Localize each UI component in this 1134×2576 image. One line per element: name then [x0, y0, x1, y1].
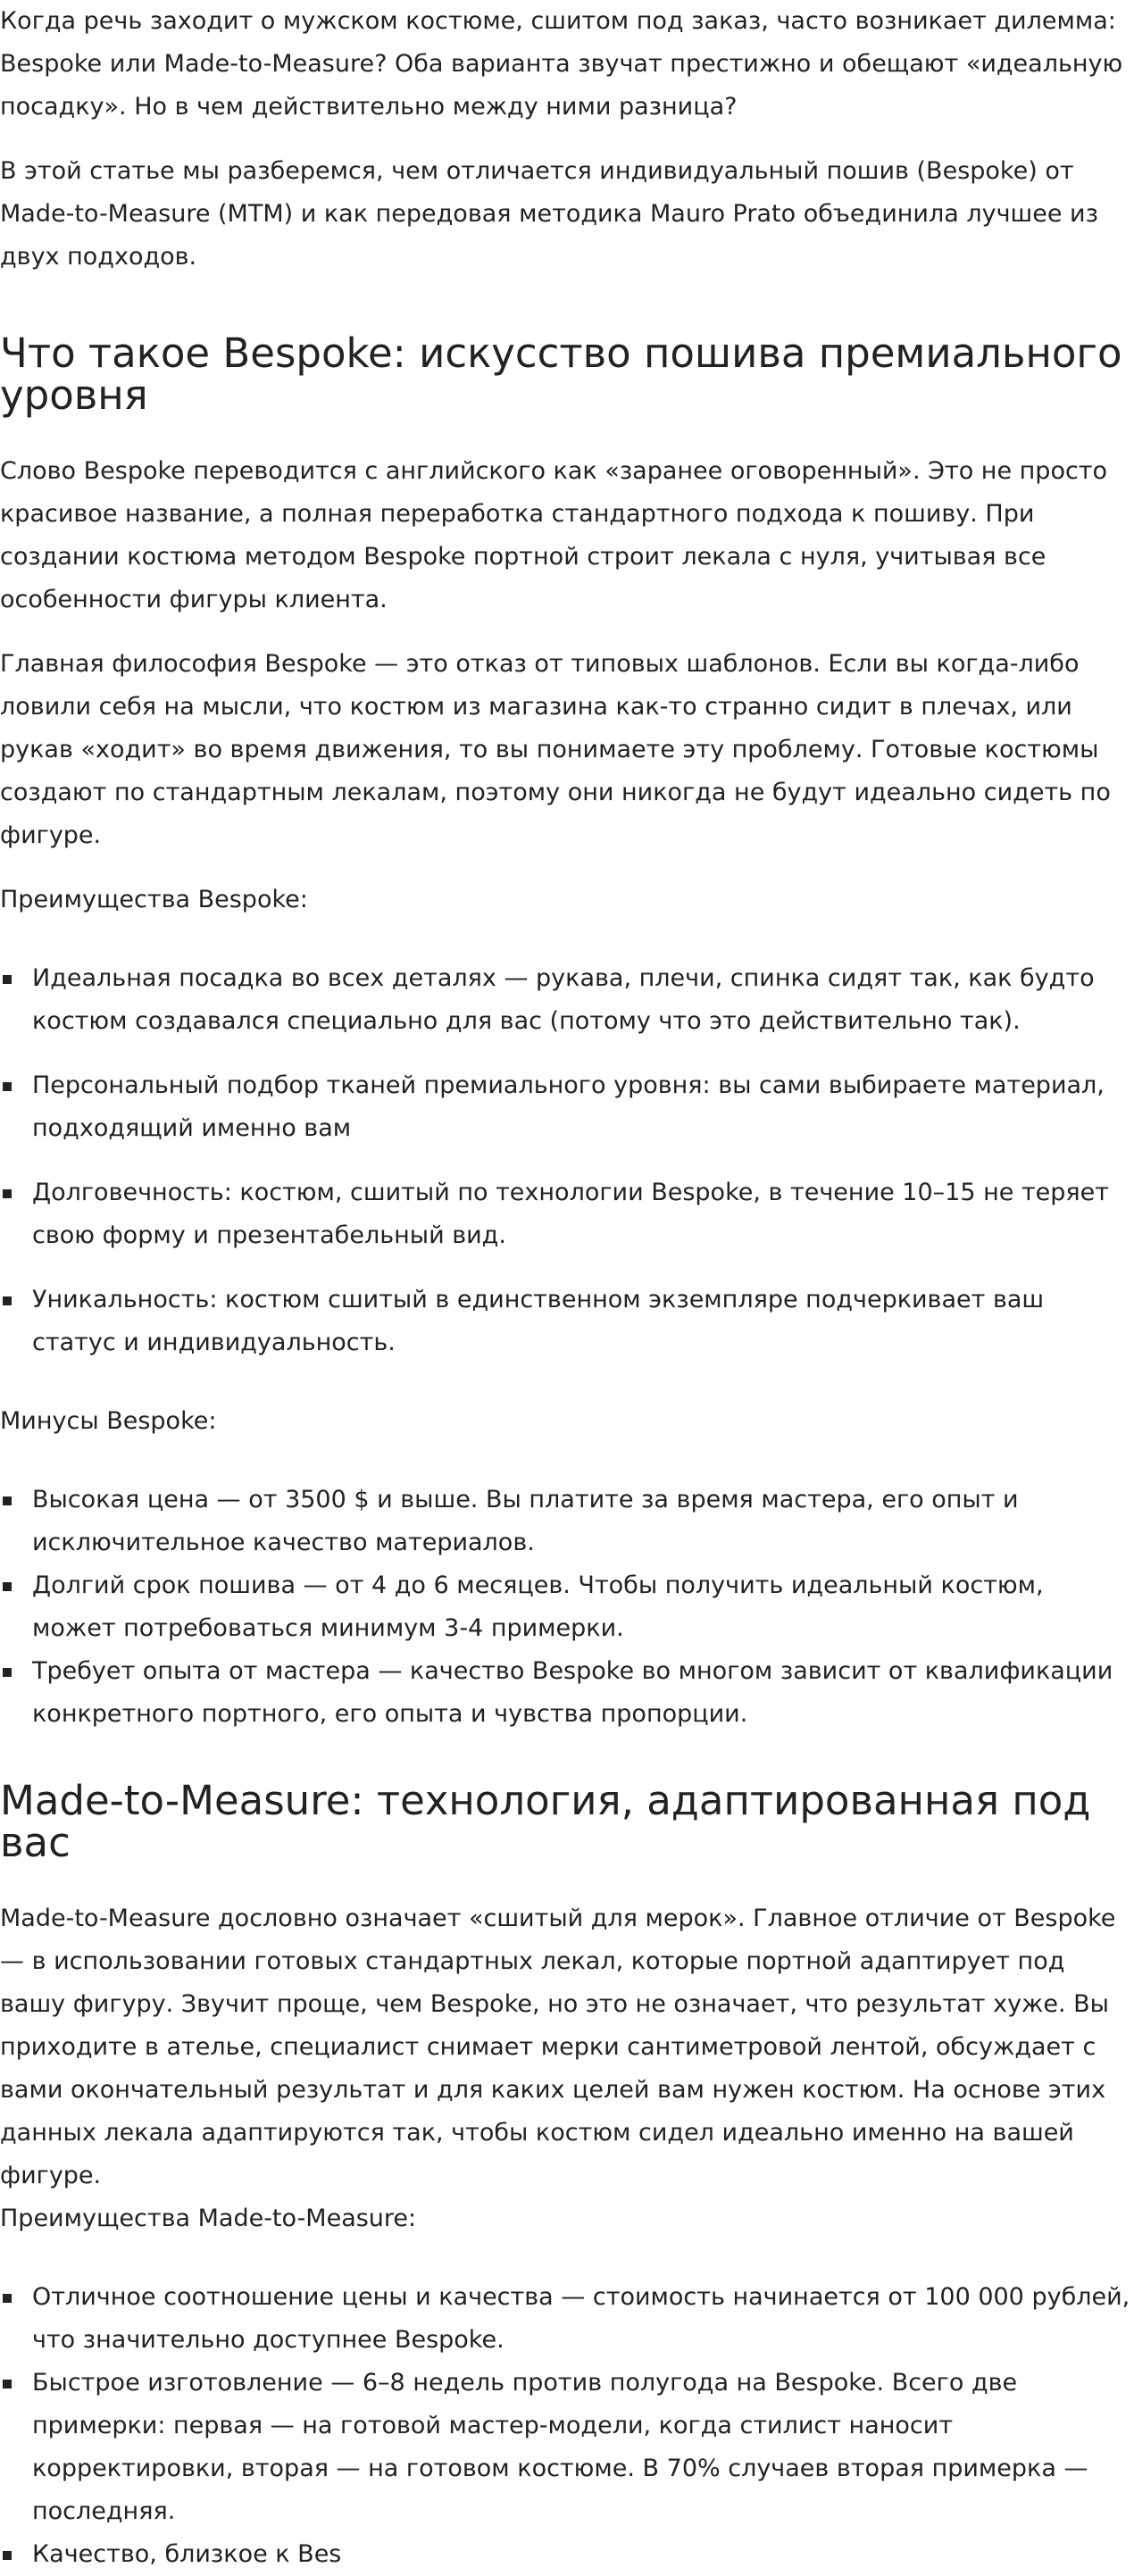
list-item	[0, 2276, 1134, 2362]
list-item	[0, 1279, 1134, 1364]
mtm-heading: Made-to-Measure: технология, адаптированная под вас	[0, 1777, 1091, 1866]
intro-paragraph: В этой статье мы разберемся, чем отличается индивидуальный пошив (Bespoke) от Made-to-Measure (MTM) и как передовая методика Mauro Prato объединила лучшее из двух подходов.	[0, 157, 1098, 271]
bespoke-paragraph: Главная философия Bespoke — это отказ от типовых шаблонов. Если вы когда-либо ловили себя на мысли, что костюм из магазина как-то странно сидит в плечах, или рукав «ходит» во время движения, то вы понимаете эту проблему. Готовые костюмы создают по стандартным лекалам, поэтому они никогда не будут идеально сидеть по фигуре.	[0, 650, 1111, 849]
article-intro	[0, 0, 1134, 279]
bespoke-section	[0, 329, 1134, 1736]
mtm-pros-list	[0, 2276, 1134, 2576]
bespoke-cons-list	[0, 1479, 1134, 1736]
bullet-square-icon	[3, 975, 12, 984]
mtm-pros-label: Преимущества Made-to-Measure:	[0, 2205, 417, 2232]
list-item-text: Долговечность: костюм, сшитый по технологии Bespoke, в течение 10–15 не теряет свою форму и презентабельный вид.	[32, 1179, 1110, 1249]
bullet-square-icon	[3, 1668, 12, 1677]
bespoke-cons-label: Минусы Bespoke:	[0, 1407, 217, 1435]
bespoke-pros-label: Преимущества Bespoke:	[0, 886, 308, 913]
bullet-square-icon	[3, 1082, 12, 1091]
bespoke-pros-list	[0, 957, 1134, 1364]
list-item	[0, 2362, 1134, 2533]
intro-paragraph: Когда речь заходит о мужском костюме, сшитом под заказ, часто возникает дилемма: Bespoke или Made-to-Measure? Оба варианта звучат престижно и обещают «идеальную посадку». Но в чем действительно между ними разница?	[0, 7, 1123, 121]
list-item-text: Идеальная посадка во всех деталях — рукава, плечи, спинка сидят так, как будто костюм создавался специально для вас (потому что это действительно так).	[32, 964, 1095, 1035]
list-item-text: Высокая цена — от 3500 $ и выше. Вы платите за время мастера, его опыт и исключительное качество материалов.	[32, 1486, 1019, 1556]
mtm-section	[0, 1777, 1134, 2576]
list-item	[0, 1650, 1134, 1736]
bullet-square-icon	[3, 2551, 12, 2560]
list-item-text: Долгий срок пошива — от 4 до 6 месяцев. Чтобы получить идеальный костюм, может потребоваться минимум 3-4 примерки.	[32, 1571, 1044, 1642]
bullet-square-icon	[3, 1296, 12, 1305]
bullet-square-icon	[3, 2380, 12, 2388]
list-item-text: Персональный подбор тканей премиального уровня: вы сами выбираете материал, подходящий именно вам	[32, 1071, 1105, 1142]
list-item-text: Отличное соотношение цены и качества — стоимость начинается от 100 000 рублей, что значительно доступнее Bespoke.	[32, 2283, 1130, 2354]
list-item	[0, 1564, 1134, 1650]
bullet-square-icon	[3, 1582, 12, 1591]
list-item-text: Требует опыта от мастера — качество Bespoke во многом зависит от квалификации конкретного портного, его опыта и чувства пропорции.	[32, 1657, 1113, 1728]
list-item-text: Уникальность: костюм сшитый в единственном экземпляре подчеркивает ваш статус и индивидуальность.	[32, 1286, 1045, 1356]
bespoke-paragraph: Слово Bespoke переводится с английского как «заранее оговоренный». Это не просто красивое название, а полная переработка стандартного подхода к пошиву. При создании костюма методом Bespoke портной строит лекала с нуля, учитывая все особенности фигуры клиента.	[0, 457, 1108, 613]
list-item	[0, 1064, 1134, 1150]
list-item	[0, 1479, 1134, 1564]
list-item	[0, 2533, 1134, 2576]
bullet-square-icon	[3, 1189, 12, 1198]
list-item	[0, 1171, 1134, 1257]
list-item-text: Быстрое изготовление — 6–8 недель против полугода на Bespoke. Всего две примерки: первая — на готовой мастер-модели, когда стилист наносит корректировки, вторая — на готовом костюме. В 70% случаев вторая примерка — последняя.	[32, 2369, 1088, 2525]
list-item	[0, 957, 1134, 1043]
bullet-square-icon	[3, 2294, 12, 2303]
list-item-text: Качество, близкое к Bes	[32, 2540, 342, 2568]
bullet-square-icon	[3, 1496, 12, 1505]
bespoke-heading: Что такое Bespoke: искусство пошива премиального уровня	[0, 329, 1122, 419]
mtm-paragraph: Made-to-Measure дословно означает «сшитый для мерок». Главное отличие от Bespoke — в использовании готовых стандартных лекал, которые портной адаптирует под вашу фигуру. Звучит проще, чем Bespoke, но это не означает, что результат хуже. Вы приходите в ателье, специалист снимает мерки сантиметровой лентой, обсуждает с вами окончательный результат и для каких целей вам нужен костюм. На основе этих данных лекала адаптируются так, чтобы костюм сидел идеально именно на вашей фигуре.	[0, 1905, 1116, 2189]
